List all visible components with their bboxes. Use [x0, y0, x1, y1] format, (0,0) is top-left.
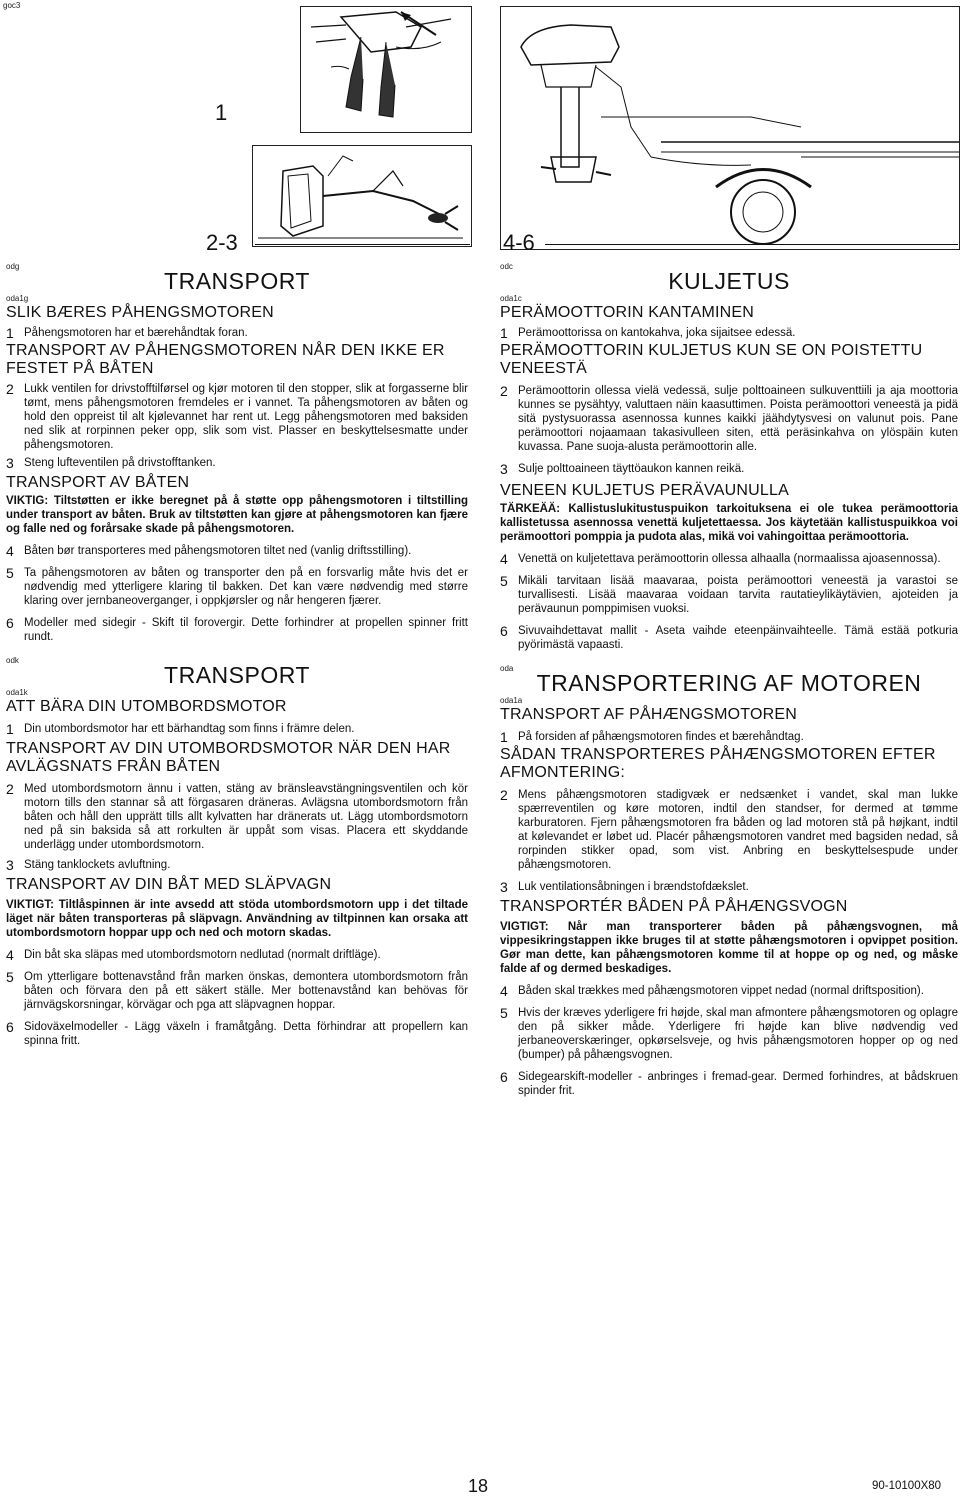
section-code: odg	[6, 262, 20, 271]
page-number: 18	[468, 1476, 489, 1496]
list-item: 3 Steng lufteventilen på drivstofftanken.	[6, 455, 216, 471]
list-item: 1 Din utombordsmotor har ett bärhandtag som finns i främre delen.	[6, 721, 355, 737]
list-item: 2 Med utombordsmotorn ännu i vatten, stäng av bränsleavstängningsventilen och kör motorn tills den stannar så att förgasaren dräneras. Avlägsna utombordsmotorn från båten och håll den upprätt tills allt kylvatten har dränerats ut. Lägg utombordsmotorn ned på sin baksida så att rorkulten är uppåt som visas. Placera ett skyddande underlägg under utombordsmotorn.	[6, 781, 468, 851]
important-note: TÄRKEÄÄ: Kallistuslukitustuspuikon tarkoituksena ei ole tukea perämoottoria kallistetussa asennossa venettä kuljetettaessa. Jos käytetään kallistuspuikkoa voi perämoottori pomppia ja pudota alas, mikä voi vahingoittaa perämoottoria.	[500, 503, 958, 543]
important-note: VIKTIG: Tiltstøtten er ikke beregnet på å støtte opp påhengsmotoren i tiltstilling under transport av båten. Bruk av tiltstøtten kan gjøre at påhengsmotoren kan fjære og falle ned og forårsake skade på påhengsmotoren.	[6, 495, 468, 535]
heading-trailer: TRANSPORTÉR BÅDEN PÅ PÅHÆNGSVOGN	[500, 898, 848, 915]
heading-transport-removed: TRANSPORT AV DIN UTOMBORDSMOTOR NÄR DEN HAR AVLÄGSNATS FRÅN BÅTEN	[6, 740, 451, 775]
heading-transport-removed: PERÄMOOTTORIN KULJETUS KUN SE ON POISTETTU VENEESTÄ	[500, 342, 923, 377]
page-code: goc3	[3, 1, 21, 10]
figure-carry-handle	[300, 6, 472, 133]
section-title: KULJETUS	[668, 268, 790, 294]
list-item: 1 Perämoottorissa on kantokahva, joka sijaitsee edessä.	[500, 325, 796, 341]
heading-carry: SLIK BÆRES PÅHENGSMOTOREN	[6, 304, 274, 321]
figure-1-label: 1	[215, 100, 228, 125]
section-danish	[500, 664, 958, 1098]
list-item: 5 Ta påhengsmotoren av båten og transporter den på en forsvarlig måte hvis det er nødvendig med ytterligere klaring til bakken. Det kan være nødvendig med større klaring over jernbaneoverganger, i oppkjørsler og når hengeren fjærer.	[6, 565, 468, 607]
trailer-illustration	[501, 7, 959, 249]
figure-trailer	[500, 6, 960, 250]
figure-motor-lying	[252, 145, 472, 247]
subsection-code: oda1k	[6, 688, 28, 697]
list-item: 1 På forsiden af påhængsmotoren findes et bærehåndtag.	[500, 729, 804, 745]
document-number: 90-10100X80	[872, 1480, 942, 1492]
list-item: 4 Venettä on kuljetettava perämoottorin ollessa alhaalla (normaalissa ajoasennossa).	[500, 551, 941, 567]
list-item: 4 Din båt ska släpas med utombordsmotorn nedlutad (normalt driftläge).	[6, 947, 381, 963]
list-item: 4 Båten bør transporteres med påhengsmotoren tiltet ned (vanlig driftsstilling).	[6, 543, 412, 559]
list-item: 5 Om ytterligare bottenavstånd från marken önskas, demontera utombordsmotorn från båten och förvara den på ett säkert ställe. Mer bottenavstånd kan behövas för järnvägskorsningar, körvägar och pga att släpvagnen hoppar.	[6, 969, 468, 1011]
list-item: 6 Sidegearskift-modeller - anbringes i fremad-gear. Dermed forhindres, at bådskruen spinder frit.	[500, 1069, 958, 1097]
heading-carry: ATT BÄRA DIN UTOMBORDSMOTOR	[6, 698, 287, 715]
section-title: TRANSPORTERING AF MOTOREN	[536, 670, 922, 696]
subsection-code: oda1g	[6, 294, 29, 303]
list-item: 5 Hvis der kræves yderligere fri højde, skal man afmontere påhængsmotoren og oplagre den på sikker måde. Yderligere fri højde kan blive nødvendig ved jerbaneoverskæringer, opkørselsveje, og hvis påhængsmotoren hopper op og ned (bumper) på påhængsvognen.	[500, 1005, 958, 1061]
section-code: odk	[6, 656, 19, 665]
list-item: 2 Perämoottorin ollessa vielä vedessä, sulje polttoaineen sulkuventtiili ja aja moottoria kunnes se pysähtyy, valuttaen näin kaasuttimen. Poista perämoottori veneestä ja pidä sitä pystysuorassa asennossa kunnes kaikki jäähdytysvesi on valunut pois. Pane perämoottori nojaamaan takasivulleen siten, että peräsinkahva on ylöspäin kuten kuvassa. Pane suoja-alusta perämoottorin alle.	[500, 383, 958, 453]
list-item: 3 Stäng tanklockets avluftning.	[6, 857, 171, 873]
section-norwegian	[6, 262, 468, 644]
subsection-code: oda1a	[500, 696, 523, 705]
section-title: TRANSPORT	[164, 268, 310, 294]
subsection-code: oda1c	[500, 294, 522, 303]
heading-trailer: TRANSPORT AV DIN BÅT MED SLÄPVAGN	[6, 876, 332, 893]
heading-carry: TRANSPORT AF PÅHÆNGSMOTOREN	[500, 706, 798, 723]
figure-4-6-label: 4-6	[503, 230, 535, 255]
list-item: 2 Lukk ventilen for drivstofftilførsel og kjør motoren til den stopper, slik at forgasserne blir tømt, mens påhengsmotoren fremdeles er i vannet. Ta påhengsmotoren av båten og hold den oppreist til alt kjølevannet har rent ut. Legg påhengsmotoren med baksiden ned slik at rorpinnen peker opp, slik som vist. Plasser en beskyttelsesmatte under påhengsmotoren.	[6, 381, 468, 451]
list-item: 3 Luk ventilationsåbningen i brændstofdækslet.	[500, 879, 749, 895]
section-finnish	[500, 262, 958, 652]
important-note: VIKTIGT: Tiltlåspinnen är inte avsedd att stöda utombordsmotorn upp i det tiltade läget när båten transporteras på släpvagn. Användning av tiltpinnen kan orsaka att utombordsmotorn hoppar upp och ned och motorn skadas.	[6, 899, 468, 939]
important-note: VIGTIGT: Når man transporterer båden på påhængsvognen, må vippesikringstappen ikke bruges til at støtte påhængsmotoren i opvippet position. Gør man dette, kan påhængsmotoren komme til at hoppe op og ned, og måske falde af og dermed beskadiges.	[500, 921, 958, 975]
motor-lying-illustration	[253, 146, 471, 246]
list-item: 6 Sivuvaihdettavat mallit - Aseta vaihde eteenpäinvaihteelle. Tämä estää potkuria pyörimästä vapaasti.	[500, 623, 958, 651]
list-item: 1 Påhengsmotoren har et bærehåndtak foran.	[6, 325, 248, 341]
right-column	[500, 262, 958, 1098]
heading-trailer: TRANSPORT AV BÅTEN	[6, 474, 190, 491]
list-item: 4 Båden skal trækkes med påhængsmotoren vippet nedad (normal driftsposition).	[500, 983, 924, 999]
section-swedish	[6, 656, 468, 1048]
figure-2-3-label: 2-3	[206, 230, 238, 255]
section-code: oda	[500, 664, 514, 673]
list-item: 6 Modeller med sidegir - Skift til forovergir. Dette forhindrer at propellen spinner fritt rundt.	[6, 615, 468, 643]
heading-carry: PERÄMOOTTORIN KANTAMINEN	[500, 304, 755, 321]
heading-trailer: VENEEN KULJETUS PERÄVAUNULLA	[500, 482, 789, 499]
list-item: 3 Sulje polttoaineen täyttöaukon kannen reikä.	[500, 461, 745, 477]
list-item: 5 Mikäli tarvitaan lisää maavaraa, poista perämoottori veneestä ja varastoi se turvallisesti. Lisää maavaraa voidaan tarvita rautatieylikäytävien, ajoteiden ja perävaunun pomppimisen vuoksi.	[500, 573, 958, 615]
heading-transport-removed: TRANSPORT AV PÅHENGSMOTOREN NÅR DEN IKKE ER FESTET PÅ BÅTEN	[6, 342, 445, 377]
section-code: odc	[500, 262, 513, 271]
list-item: 2 Mens påhængsmotoren stadigvæk er nedsænket i vandet, skal man lukke spærreventilen og køre motoren, indtil den standser, for dermed at tømme karburatoren. Fjern påhængsmotoren fra båden og lad motoren stå på højkant, indtil at kølevandet er løbet ud. Placér påhængsmotoren vandret med bagsiden nedad, så rorpinden stikker opad, som vist. Anbring en beskyttelsespude under påhængsmotoren.	[500, 787, 958, 871]
carry-handle-illustration	[301, 7, 471, 132]
list-item: 6 Sidoväxelmodeller - Lägg växeln i framåtgång. Detta förhindrar att propellern kan spinna fritt.	[6, 1019, 468, 1047]
heading-transport-removed: SÅDAN TRANSPORTERES PÅHÆNGSMOTOREN EFTER AFMONTERING:	[500, 746, 936, 781]
left-column	[6, 262, 468, 1048]
section-title: TRANSPORT	[164, 662, 310, 688]
